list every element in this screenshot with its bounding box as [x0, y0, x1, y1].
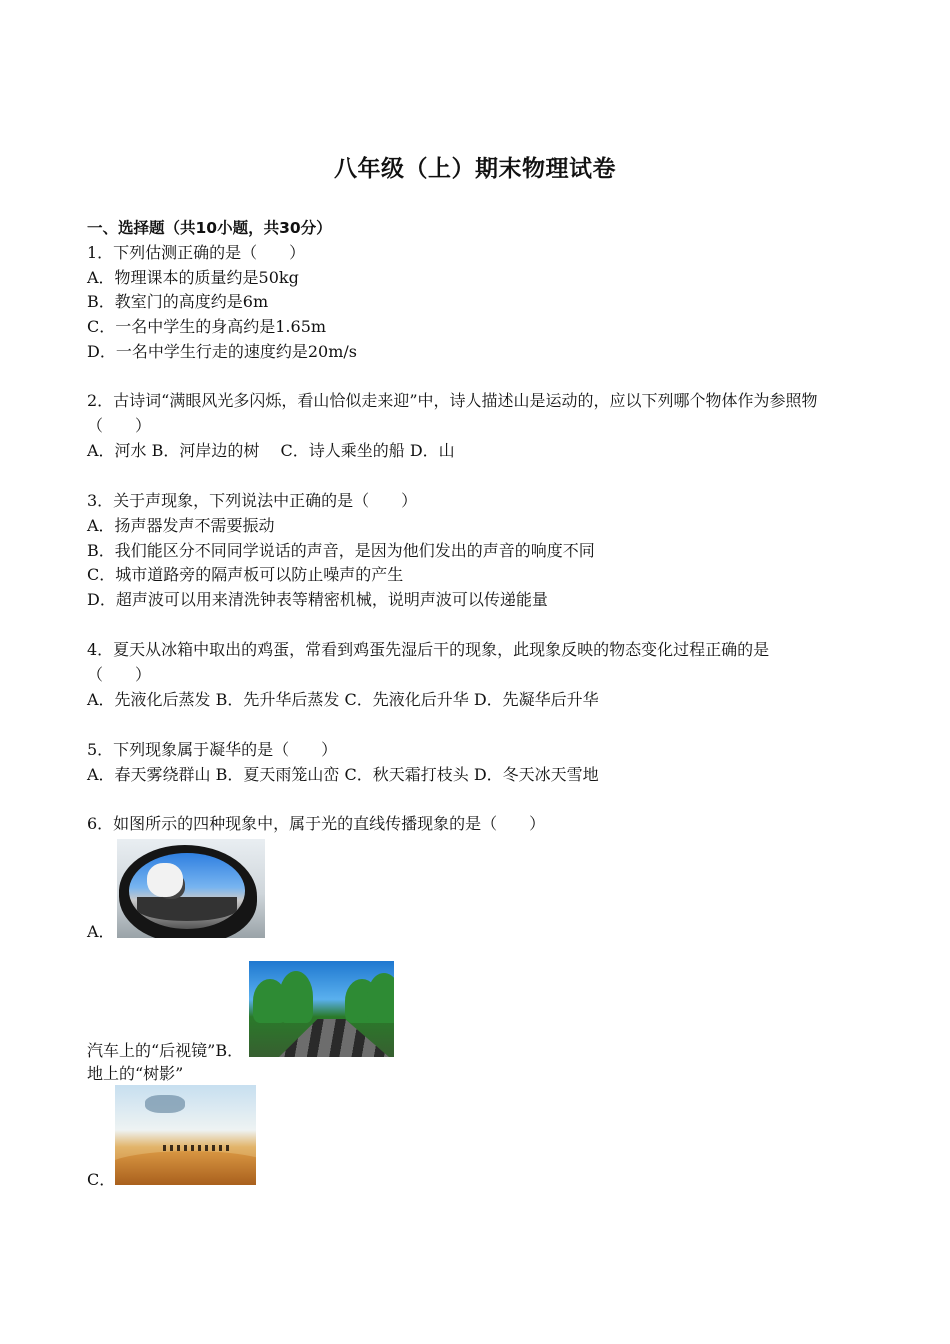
question-6-option-b-caption: 地上的“树影” — [87, 1064, 184, 1083]
question-5-options: A．春天雾绕群山 B．夏天雨笼山峦 C．秋天霜打枝头 D．冬天冰天雪地 — [87, 765, 599, 784]
rearview-mirror-image — [117, 839, 265, 938]
question-4-paren: （ ） — [87, 665, 152, 684]
question-3-option-b: B．我们能区分不同同学说话的声音，是因为他们发出的声音的响度不同 — [87, 541, 595, 560]
question-2-options: A．河水 B．河岸边的树 C．诗人乘坐的船 D．山 — [87, 441, 455, 460]
question-6-option-a-label: A． — [87, 922, 115, 941]
question-6-option-c-label: C． — [87, 1170, 116, 1189]
question-4-stem: 4．夏天从冰箱中取出的鸡蛋，常看到鸡蛋先湿后干的现象，此现象反映的物态变化过程正确的是 — [87, 640, 770, 659]
tree-shadow-road-image — [249, 961, 394, 1057]
question-5-stem: 5．下列现象属于凝华的是（ ） — [87, 740, 338, 759]
question-3-option-a: A．扬声器发声不需要振动 — [87, 516, 275, 535]
question-1-option-a: A．物理课本的质量约是50kg — [87, 268, 299, 287]
question-6-stem: 6．如图所示的四种现象中，属于光的直线传播现象的是（ ） — [87, 814, 546, 833]
question-4-options: A．先液化后蒸发 B．先升华后蒸发 C．先液化后升华 D．先凝华后升华 — [87, 690, 599, 709]
question-1-option-d: D．一名中学生行走的速度约是20m/s — [87, 342, 357, 361]
question-2-stem: 2．古诗词“满眼风光多闪烁，看山恰似走来迎”中，诗人描述山是运动的，应以下列哪个物体作为参照物 — [87, 391, 818, 410]
question-1-option-c: C．一名中学生的身高约是1.65m — [87, 317, 327, 336]
question-3-stem: 3．关于声现象，下列说法中正确的是（ ） — [87, 491, 418, 510]
desert-mirage-image — [115, 1085, 256, 1185]
page-title: 八年级（上）期末物理试卷 — [334, 156, 616, 182]
question-2-paren: （ ） — [87, 416, 152, 435]
question-3-option-d: D．超声波可以用来清洗钟表等精密机械，说明声波可以传递能量 — [87, 590, 548, 609]
question-3-option-c: C．城市道路旁的隔声板可以防止噪声的产生 — [87, 565, 404, 584]
question-1-stem: 1．下列估测正确的是（ ） — [87, 243, 306, 262]
question-1-option-b: B．教室门的高度约是6m — [87, 292, 269, 311]
question-6-option-a-caption-b-label: 汽车上的“后视镜”B． — [87, 1041, 244, 1060]
section-heading: 一、选择题（共10小题，共30分） — [87, 219, 332, 237]
